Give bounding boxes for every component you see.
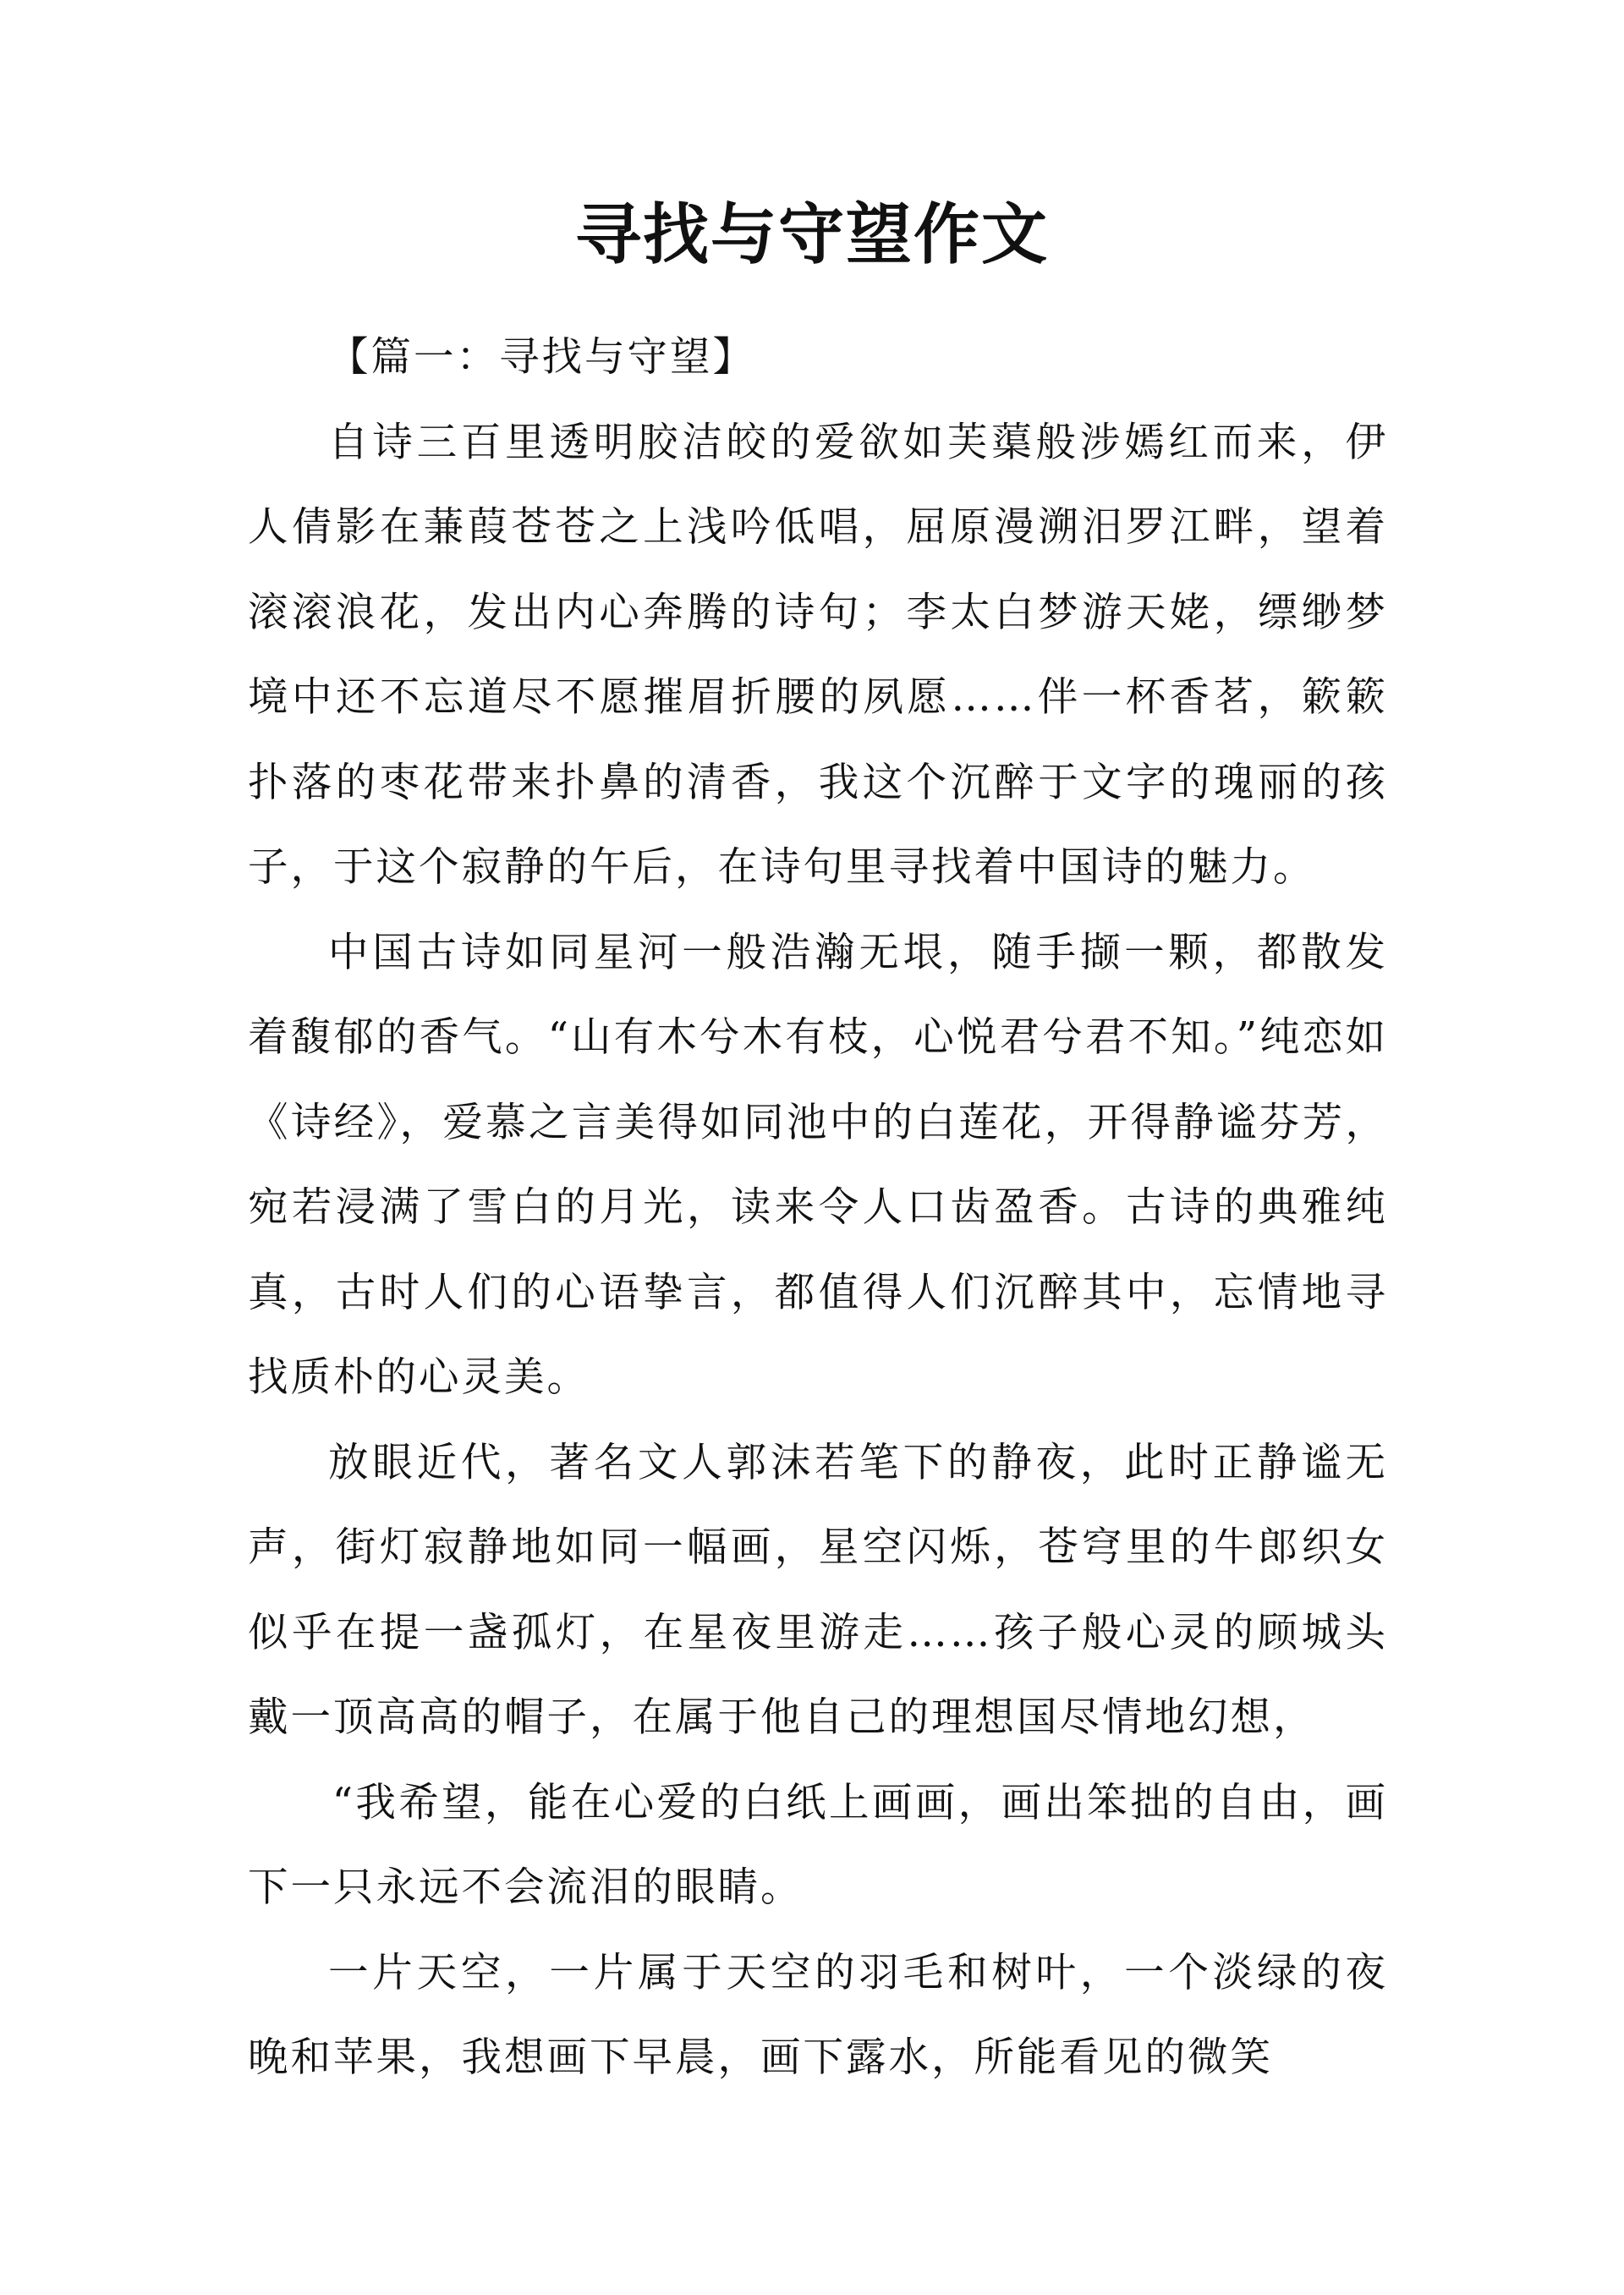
paragraph-4: “我希望，能在心爱的白纸上画画，画出笨拙的自由，画下一只永远不会流泪的眼睛。 [248,1779,1388,1911]
section-heading: 【篇一：寻找与守望】 [328,334,755,381]
paragraph-3: 放眼近代，著名文人郭沫若笔下的静夜，此时正静谧无声，街灯寂静地如同一幅画，星空闪烁，苍穹里的牛郎织女似乎在提一盏孤灯，在星夜里游走……孩子般心灵的顾城头戴一顶高高的帽子，在属于他自己的理想国尽情地幻想， [248,1439,1388,1741]
document-title: 寻找与守望作文 [574,197,1049,273]
document-body [248,316,1388,2101]
paragraph-5: 一片天空，一片属于天空的羽毛和树叶，一个淡绿的夜晚和苹果，我想画下早晨，画下露水，所能看见的微笑 [248,1949,1388,2081]
paragraph-2: 中国古诗如同星河一般浩瀚无垠，随手撷一颗，都散发着馥郁的香气。“山有木兮木有枝，心悦君兮君不知。”纯恋如《诗经》，爱慕之言美得如同池中的白莲花，开得静谧芬芳，宛若浸满了雪白的月光，读来令人口齿盈香。古诗的典雅纯真，古时人们的心语挚言，都值得人们沉醉其中，忘情地寻找质朴的心灵美。 [248,929,1388,1401]
paragraph-1: 自诗三百里透明胶洁皎的爱欲如芙蕖般涉嫣红而来，伊人倩影在蒹葭苍苍之上浅吟低唱，屈原漫溯汨罗江畔，望着滚滚浪花，发出内心奔腾的诗句；李太白梦游天姥，缥缈梦境中还不忘道尽不愿摧眉折腰的夙愿……伴一杯香茗，簌簌扑落的枣花带来扑鼻的清香，我这个沉醉于文字的瑰丽的孩子，于这个寂静的午后，在诗句里寻找着中国诗的魅力。 [248,419,1388,891]
